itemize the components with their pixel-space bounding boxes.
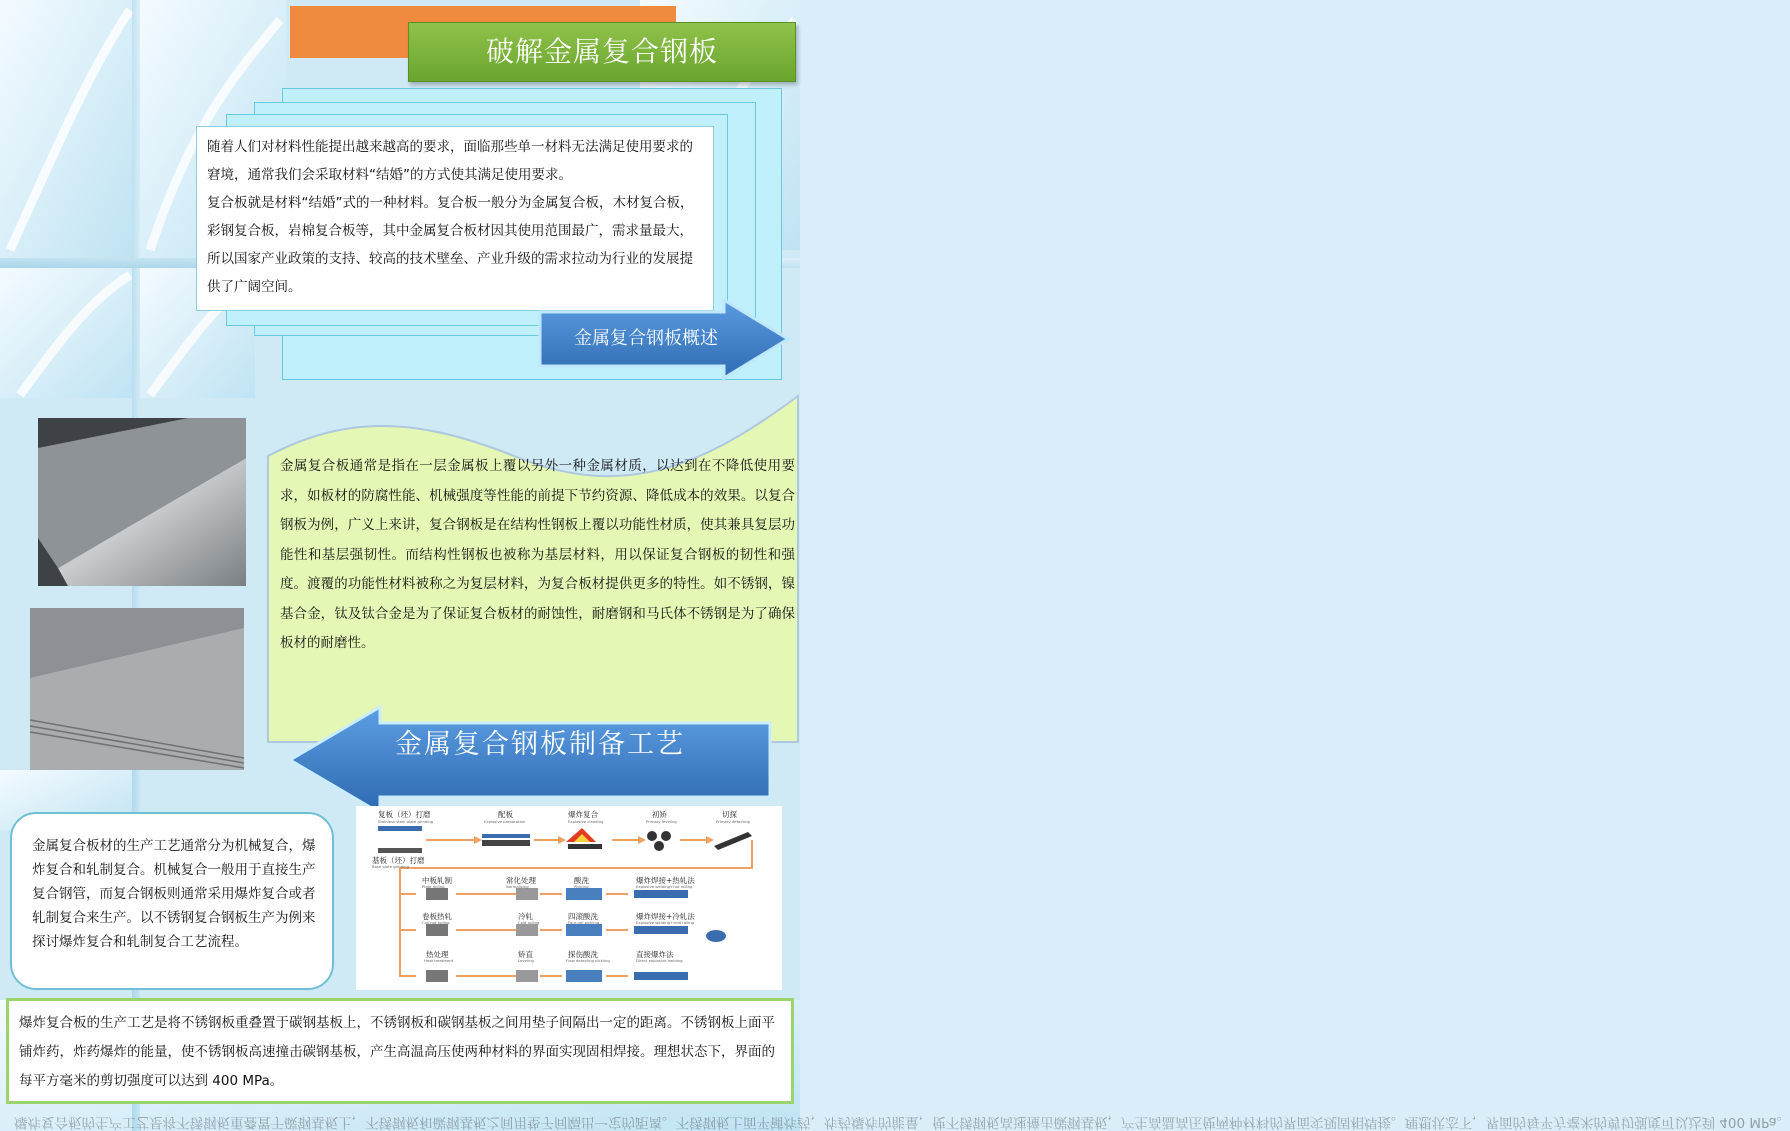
step-sublabel: Pickling	[574, 884, 589, 889]
step-sublabel: Explosive welding+hot rolling	[636, 884, 693, 889]
step-sublabel: Explosive preparation	[484, 819, 526, 824]
step-sublabel: Heat treatment	[424, 958, 454, 963]
step-sublabel: Normalizing	[506, 884, 529, 889]
step-label: 爆炸焊接+热轧法	[636, 876, 695, 885]
intro-text-box	[196, 126, 714, 311]
step-sublabel: Primary leveling	[646, 819, 677, 824]
step-sublabel: Four-roll pickling	[568, 920, 600, 925]
step-sublabel: Flaw detecting pickling	[566, 958, 610, 963]
step-label: 配板	[498, 810, 513, 819]
explosion-text-reflection: 爆炸复合板的生产工艺是将不锈钢板重叠置于碳钢基板上，不锈钢板和碳钢基板之间用垫子间隔出一定的距离。不锈钢板上面平铺炸药，炸药爆炸的能量，使不锈钢板高速撞击碳钢基板，产生高温高压使两种材料的界面实现固相焊接。理想状态下，界面的每平方毫米的剪切强度可以达到 400 MPa。	[14, 1114, 1790, 1130]
process-intro-box	[10, 812, 334, 990]
step-sublabel: Cold rolling	[518, 920, 540, 925]
steel-sheet-photo-1	[38, 418, 246, 586]
step-sublabel: Plate rolling	[422, 884, 445, 889]
overview-body: 金属复合板通常是指在一层金属板上覆以另外一种金属材质，以达到在不降低使用要求，如板材的防腐性能、机械强度等性能的前提下节约资源、降低成本的效果。以复合钢板为例，广义上来讲，复合钢板是在结构性钢板上覆以功能性材质，使其兼具复层功能性和基层强韧性。而结构性钢板也被称为基层材料，用以保证复合钢板的韧性和强度。渡覆的功能性材料被称之为复层材料，为复合板材提供更多的特性。如不锈钢，镍基合金，钛及钛合金是为了保证复合板材的耐蚀性，耐磨钢和马氏体不锈钢是为了确保板材的耐磨性。	[280, 458, 795, 651]
step-label: 切探	[722, 810, 737, 819]
steel-sheet-photo-2	[30, 608, 244, 770]
step-label: 四滚酸洗	[568, 912, 598, 921]
step-label: 矫直	[518, 950, 533, 959]
step-label: 基板（坯）打磨	[372, 856, 425, 865]
step-label: 卷板热轧	[422, 912, 452, 921]
step-sublabel: Explosive cladding	[568, 819, 604, 824]
explosion-text-box	[6, 998, 794, 1104]
overview-heading: 金属复合钢板概述	[574, 328, 718, 349]
step-label: 初矫	[652, 810, 667, 819]
step-sublabel: Primary detecting	[716, 819, 750, 824]
step-label: 直接爆炸法	[636, 950, 674, 959]
step-label: 爆炸复合	[568, 810, 598, 819]
step-label: 酸洗	[574, 876, 589, 885]
intro-paragraph-2: 复合板就是材料“结婚”式的一种材料。复合板一般分为金属复合板，木材复合板，彩钢复合板，岩棉复合板等，其中金属复合板材因其使用范围最广，需求量最大，所以国家产业政策的支持、较高的技术壁垒、产业升级的需求拉动为行业的发展提供了广阔空间。	[207, 195, 694, 295]
step-sublabel: Base plate grinding	[372, 864, 409, 869]
intro-paragraph-1: 随着人们对材料性能提出越来越高的要求，面临那些单一材料无法满足使用要求的窘境，通常我们会采取材料“结婚”的方式使其满足使用要求。	[207, 139, 693, 183]
step-sublabel: Coil hot rolling	[422, 920, 450, 925]
process-heading: 金属复合钢板制备工艺	[395, 729, 685, 760]
step-label: 冷轧	[518, 912, 533, 921]
step-label: 常化处理	[506, 876, 536, 885]
step-sublabel: Explosive welding+cold rolling	[636, 920, 695, 925]
step-label: 复板（坯）打磨	[378, 810, 431, 819]
step-label: 热处理	[426, 950, 449, 959]
page-title: 破解金属复合钢板	[408, 22, 796, 82]
step-label: 探伤酸洗	[568, 950, 598, 959]
step-sublabel: Direct explosive welding	[636, 958, 683, 963]
step-label: 中板轧制	[422, 876, 452, 885]
step-sublabel: Stainless steel plate grinding	[378, 819, 434, 824]
explosion-body: 爆炸复合板的生产工艺是将不锈钢板重叠置于碳钢基板上，不锈钢板和碳钢基板之间用垫子间隔出一定的距离。不锈钢板上面平铺炸药，炸药爆炸的能量，使不锈钢板高速撞击碳钢基板，产生高温高压使两种材料的界面实现固相焊接。理想状态下，界面的每平方毫米的剪切强度可以达到 400 MPa。	[19, 1015, 775, 1089]
step-label: 爆炸焊接+冷轧法	[636, 912, 695, 921]
process-intro-text: 金属复合板材的生产工艺通常分为机械复合，爆炸复合和轧制复合。机械复合一般用于直接生产复合钢管，而复合钢板则通常采用爆炸复合或者轧制复合来生产。以不锈钢复合钢板生产为例来探讨爆炸复合和轧制复合工艺流程。	[32, 838, 316, 950]
process-flow-diagram	[356, 806, 782, 990]
step-sublabel: Leveling	[518, 958, 534, 963]
